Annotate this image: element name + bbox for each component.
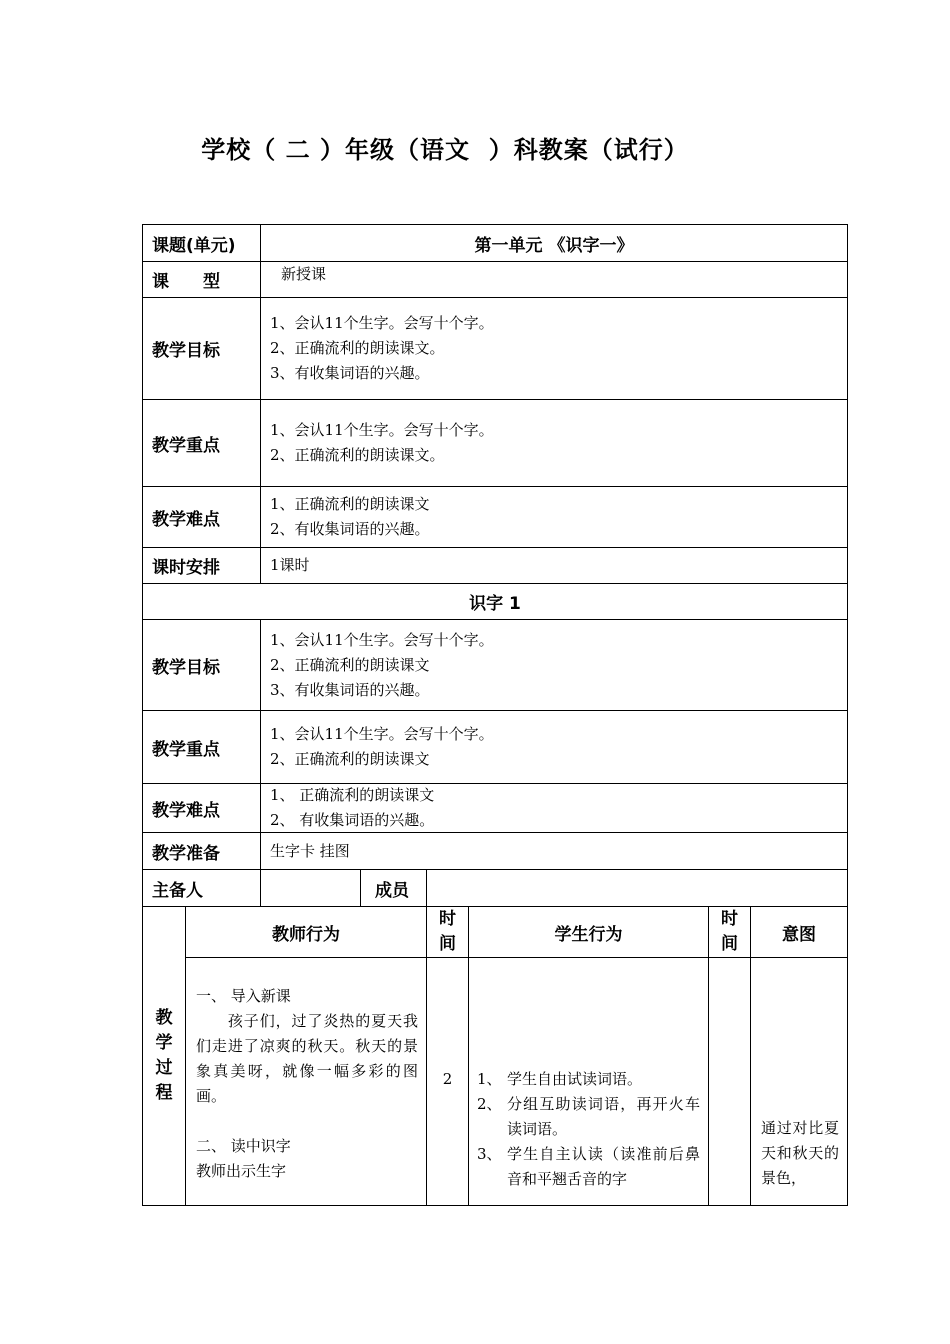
members-label: 成员 xyxy=(360,869,427,907)
lead-preparer-label: 主备人 xyxy=(142,869,261,907)
unit-key-label: 教学重点 xyxy=(142,399,261,487)
type-value: 新授课 xyxy=(260,261,848,298)
time-header-1: 时间 xyxy=(426,906,469,958)
list-item: 3、 学生自主认读（读准前后鼻音和平翘舌音的字 xyxy=(477,1145,700,1188)
unit-value: 第一单元 《识字一》 xyxy=(260,224,848,262)
lesson-key-label: 教学重点 xyxy=(142,710,261,784)
unit-label: 课题(单元) xyxy=(142,224,261,262)
lesson-key-value: 1、会认11个生字。会写十个字。 2、正确流利的朗读课文 xyxy=(260,710,848,784)
list-item: 1、 学生自由试读词语。 xyxy=(477,1070,643,1088)
schedule-label: 课时安排 xyxy=(142,547,261,584)
unit-goals-value: 1、会认11个生字。会写十个字。 2、正确流利的朗读课文。 3、有收集词语的兴趣。 xyxy=(260,297,848,400)
teacher-behavior-header: 教师行为 xyxy=(185,906,427,958)
page-title: 学校（ 二 ）年级（语文 ）科教案（试行） xyxy=(201,136,689,164)
unit-goals-label: 教学目标 xyxy=(142,297,261,400)
unit-key-value: 1、会认11个生字。会写十个字。 2、正确流利的朗读课文。 xyxy=(260,399,848,487)
type-label: 课 型 xyxy=(142,261,261,298)
members-value xyxy=(426,869,848,907)
student-behavior-cell xyxy=(468,957,709,1206)
lesson-goals-label: 教学目标 xyxy=(142,619,261,711)
list-item: 2、 分组互助读词语，再开火车读词语。 xyxy=(477,1095,700,1138)
lesson-goals-value: 1、会认11个生字。会写十个字。 2、正确流利的朗读课文 3、有收集词语的兴趣。 xyxy=(260,619,848,711)
teacher-behavior-cell: 一、 导入新课 孩子们，过了炎热的夏天我们走进了凉爽的秋天。秋天的景象真美呀，就像一幅多彩的图画。 二、 读中识字 教师出示生字 xyxy=(185,957,427,1206)
time-cell-2 xyxy=(708,957,751,1206)
prep-value: 生字卡 挂图 xyxy=(260,832,848,870)
lesson-heading: 识字 1 xyxy=(142,583,848,620)
intent-cell: 通过对比夏天和秋天的景色， xyxy=(750,957,848,1206)
student-behavior-header: 学生行为 xyxy=(468,906,709,958)
time-header-2: 时间 xyxy=(708,906,751,958)
schedule-value: 1课时 xyxy=(260,547,848,584)
prep-label: 教学准备 xyxy=(142,832,261,870)
intent-header: 意图 xyxy=(750,906,848,958)
process-label: 教学过程 xyxy=(142,906,186,1206)
lesson-diff-label: 教学难点 xyxy=(142,783,261,833)
unit-diff-value: 1、正确流利的朗读课文 2、有收集词语的兴趣。 xyxy=(260,486,848,548)
lesson-diff-value: 1、 正确流利的朗读课文 2、 有收集词语的兴趣。 xyxy=(260,783,848,833)
lead-preparer-value xyxy=(260,869,361,907)
time-cell-1: 2 xyxy=(426,957,469,1206)
unit-diff-label: 教学难点 xyxy=(142,486,261,548)
